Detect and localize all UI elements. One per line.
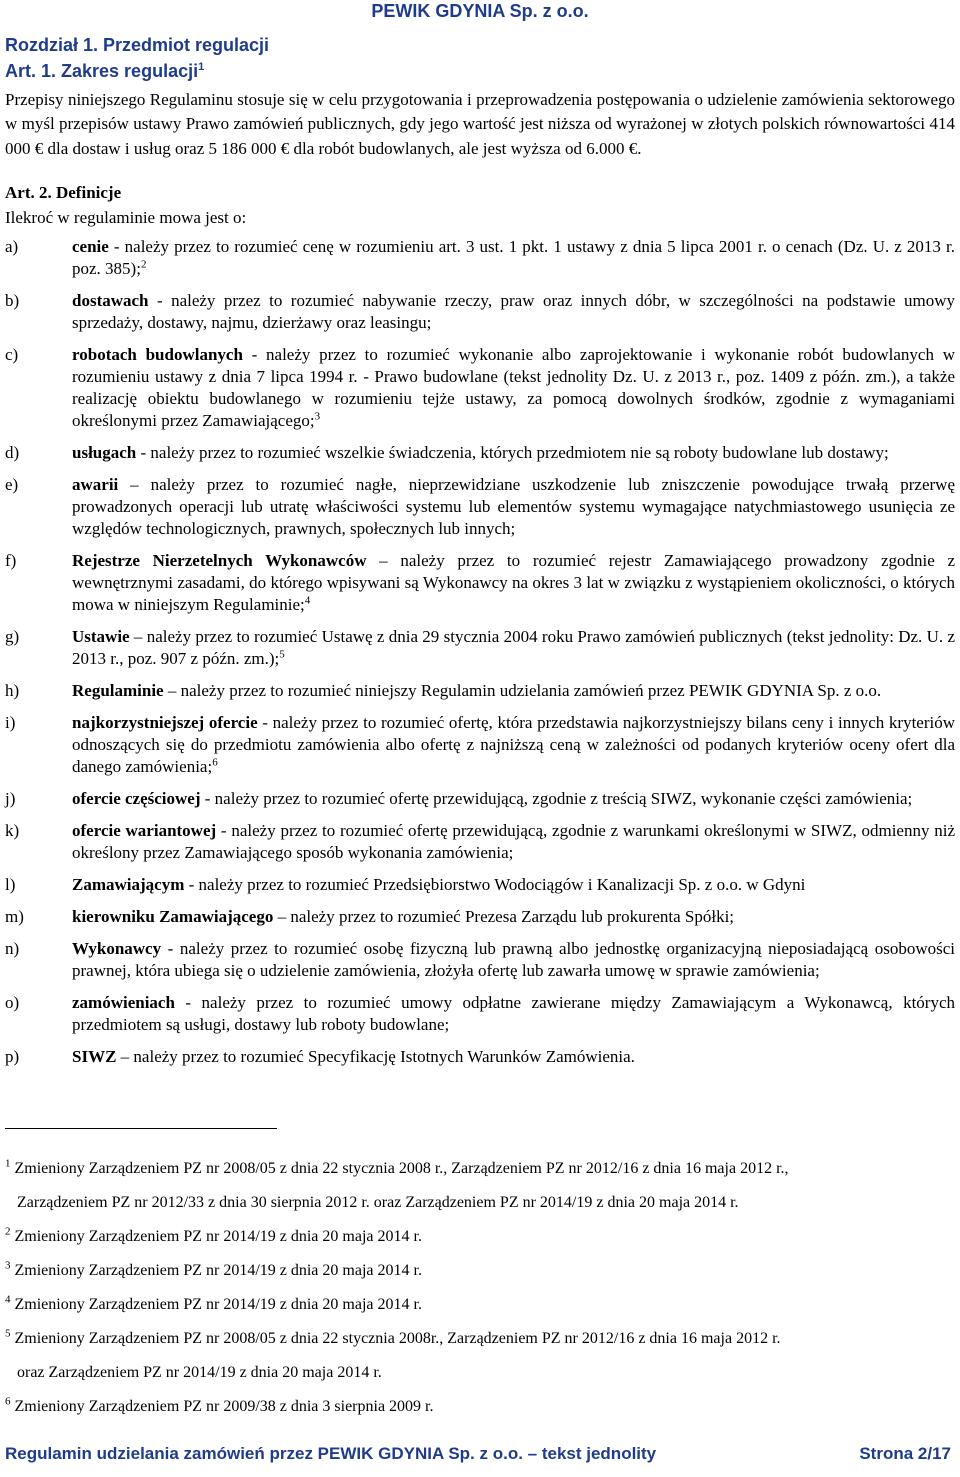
definition-body — [72, 680, 955, 702]
footnote-text: Zmieniony Zarządzeniem PZ nr 2014/19 z dnia 20 maja 2014 r. — [10, 1296, 422, 1313]
definition-item — [5, 626, 955, 670]
definition-item — [5, 680, 955, 702]
definition-text: - należy przez to rozumieć nabywanie rzeczy, praw oraz innych dóbr, w szczególności na podstawie umowy sprzedaży, dostawy, najmu, dzierżawy oraz leasingu; — [72, 291, 955, 332]
definition-footnote-ref: 5 — [279, 648, 285, 661]
definition-body — [72, 550, 955, 616]
definition-body — [72, 820, 955, 864]
definition-body — [72, 626, 955, 670]
definition-letter: n) — [5, 939, 20, 958]
definition-text: – należy przez to rozumieć niniejszy Regulamin udzielania zamówień przez PEWIK GDYNIA Sp. z o.o. — [163, 681, 882, 700]
footnote-text: Zmieniony Zarządzeniem PZ nr 2014/19 z dnia 20 maja 2014 r. — [10, 1228, 422, 1245]
definition-letter: d) — [5, 443, 20, 462]
definition-body — [72, 344, 955, 432]
definition-term: kierowniku Zamawiającego — [72, 907, 274, 926]
art1-footnote-ref: 1 — [198, 61, 205, 73]
definition-term: ofercie częściowej — [72, 789, 201, 808]
definition-term: awarii — [72, 475, 119, 494]
definition-term: dostawach — [72, 291, 149, 310]
art2-intro: Ilekroć w regulaminie mowa jest o: — [5, 208, 247, 227]
footnote-number: 6 — [5, 1395, 11, 1408]
definition-letter: i) — [5, 713, 16, 732]
definition-item — [5, 712, 955, 778]
footnote-number: 2 — [5, 1225, 11, 1238]
definition-footnote-ref: 3 — [314, 410, 321, 423]
definition-letter: e) — [5, 475, 19, 494]
definition-letter: p) — [5, 1047, 20, 1066]
art2-heading: Art. 2. Definicje — [5, 183, 122, 202]
footnote — [5, 1254, 955, 1288]
definition-item — [5, 344, 955, 432]
definition-text: - należy przez to rozumieć ofertę przewidującą, zgodnie z warunkami określonymi w SIWZ, odmienny niż określony przez Zamawiającego sposób wykonania zamówienia; — [72, 821, 955, 862]
footnote-text: Zmieniony Zarządzeniem PZ nr 2008/05 z dnia 22 stycznia 2008 r., Zarządzeniem PZ nr 2012/16 z dnia 16 maja 2012 r., — [10, 1160, 789, 1177]
definition-footnote-ref: 2 — [140, 258, 147, 271]
definition-text: - należy przez to rozumieć umowy odpłatne zawierane między Zamawiającym a Wykonawcą, których przedmiotem są usługi, dostawy lub roboty budowlane; — [72, 993, 955, 1034]
definition-letter: j) — [5, 789, 16, 808]
definition-item — [5, 1046, 955, 1068]
definition-text: – należy przez to rozumieć Prezesa Zarządu lub prokurenta Spółki; — [273, 907, 735, 926]
definition-text: - należy przez to rozumieć Przedsiębiorstwo Wodociągów i Kanalizacji Sp. z o.o. w Gdyni — [184, 875, 806, 894]
definition-item — [5, 992, 955, 1036]
footnote-continuation — [5, 1186, 955, 1220]
footnote — [5, 1390, 955, 1424]
footnote-continuation — [5, 1356, 955, 1390]
definition-body — [72, 290, 955, 334]
definition-letter: l) — [5, 875, 16, 894]
definition-term: Ustawie — [72, 627, 130, 646]
footnote-number: 4 — [5, 1293, 11, 1306]
definition-term: robotach budowlanych — [72, 345, 243, 364]
art1-paragraph: Przepisy niniejszego Regulaminu stosuje się w celu przygotowania i przeprowadzenia postępowania o udzielenie zamówienia sektorowego w myśl przepisów ustawy Prawo zamówień publicznych, gdy jego wartość jest niższa od wyrażonej w złotych polskich równowartości 414 000 € dla dostaw i usług oraz 5 186 000 € dla robót budowlanych, ale jest wyższa od 6.000 €. — [5, 90, 955, 158]
definition-term: ofercie wariantowej — [72, 821, 217, 840]
footnote — [5, 1152, 955, 1186]
definition-item — [5, 906, 955, 928]
definition-term: cenie — [72, 237, 109, 256]
footnotes-list — [5, 1152, 955, 1424]
definition-body — [72, 474, 955, 540]
definition-letter: k) — [5, 821, 20, 840]
footer-document-title: Regulamin udzielania zamówień przez PEWIK GDYNIA Sp. z o.o. – tekst jednolity — [5, 1444, 657, 1463]
footnote-text: Zmieniony Zarządzeniem PZ nr 2014/19 z dnia 20 maja 2014 r. — [10, 1262, 422, 1279]
definition-footnote-ref: 4 — [304, 594, 311, 607]
definition-item — [5, 550, 955, 616]
header-company-name: PEWIK GDYNIA Sp. z o.o. — [371, 1, 589, 21]
definition-term: Rejestrze Nierzetelnych Wykonawców — [72, 551, 367, 570]
definition-term: Regulaminie — [72, 681, 164, 700]
definition-letter: c) — [5, 345, 19, 364]
definition-body — [72, 938, 955, 982]
definition-item — [5, 236, 955, 280]
definition-text: - należy przez to rozumieć cenę w rozumieniu art. 3 ust. 1 pkt. 1 ustawy z dnia 5 lipca 2001 r. o cenach (Dz. U. z 2013 r. poz. 385); — [72, 237, 955, 278]
definition-footnote-ref: 6 — [212, 756, 218, 769]
definition-text: – należy przez to rozumieć rejestr Zamawiającego prowadzony zgodnie z wewnętrznymi zasadami, do którego wpisywani są Wykonawcy na okres 3 lat w związku z wystąpieniem okoliczności, o których mowa w niniejszym Regulaminie; — [72, 551, 955, 614]
definition-text: – należy przez to rozumieć nagłe, nieprzewidziane uszkodzenie lub zniszczenie powodujące trwałą przerwę prowadzonych operacji lub utratę właściwości systemu lub elementów systemu wymagające natychmiastowego usunięcia ze względów technologicznych, prawnych, społecznych lub innych; — [72, 475, 955, 538]
definition-letter: m) — [5, 907, 24, 926]
definition-term: usługach — [72, 443, 137, 462]
definition-item — [5, 820, 955, 864]
definition-letter: o) — [5, 993, 20, 1012]
definitions-list — [5, 236, 955, 1078]
page-footer — [5, 1444, 951, 1464]
footer-page-number: Strona 2/17 — [859, 1444, 951, 1463]
definition-body — [72, 712, 955, 778]
footnote-number: 1 — [5, 1157, 11, 1170]
definition-text: - należy przez to rozumieć ofertę przewidującą, zgodnie z treścią SIWZ, wykonanie części zamówienia; — [200, 789, 913, 808]
definition-body — [72, 906, 955, 928]
definition-term: Wykonawcy — [72, 939, 162, 958]
definition-letter: b) — [5, 291, 20, 310]
definition-term: Zamawiającym — [72, 875, 185, 894]
definition-term: SIWZ — [72, 1047, 117, 1066]
footnote — [5, 1288, 955, 1322]
footnote-continuation-text: oraz Zarządzeniem PZ nr 2014/19 z dnia 20 maja 2014 r. — [17, 1364, 382, 1381]
definition-item — [5, 938, 955, 982]
definition-letter: f) — [5, 551, 17, 570]
footnote — [5, 1322, 955, 1356]
footnote-continuation-text: Zarządzeniem PZ nr 2012/33 z dnia 30 sierpnia 2012 r. oraz Zarządzeniem PZ nr 2014/19 z dnia 20 maja 2014 r. — [17, 1194, 739, 1211]
definition-term: zamówieniach — [72, 993, 175, 1012]
footnote-text: Zmieniony Zarządzeniem PZ nr 2009/38 z dnia 3 sierpnia 2009 r. — [10, 1398, 434, 1415]
definition-item — [5, 442, 955, 464]
definition-body — [72, 236, 955, 280]
footnote-number: 5 — [5, 1327, 11, 1340]
definition-text: - należy przez to rozumieć ofertę, która przedstawia najkorzystniejszy bilans ceny i innych kryteriów odnoszących się do przedmiotu zamówienia albo ofertę z najniższą ceną w zależności od podanych kryteriów oceny ofert dla danego zamówienia; — [72, 713, 956, 776]
footnote — [5, 1220, 955, 1254]
definition-item — [5, 474, 955, 540]
definition-body — [72, 1046, 955, 1068]
definition-text: - należy przez to rozumieć wykonanie albo zaprojektowanie i wykonanie robót budowlanych w rozumieniu ustawy z dnia 7 lipca 1994 r. - Prawo budowlane (tekst jednolity Dz. U. z 2013 r., poz. 1409 z późn. zm.), a także realizację obiektu budowlanego w rozumieniu tejże ustawy, za pomocą dowolnych środków, zgodnie z wymaganiami określonymi przez Zamawiającego; — [72, 345, 955, 430]
definition-text: - należy przez to rozumieć osobę fizyczną lub prawną albo jednostkę organizacyjną nieposiadającą osobowości prawnej, która ubiega się o udzielenie zamówienia, złożyła ofertę lub zawarła umowę w sprawie zamówienia; — [72, 939, 955, 980]
definition-body — [72, 788, 955, 810]
art1-title: Art. 1. Zakres regulacji — [5, 61, 199, 81]
definition-letter: h) — [5, 681, 20, 700]
art1-heading — [5, 61, 204, 82]
definition-body — [72, 992, 955, 1036]
footnote-text: Zmieniony Zarządzeniem PZ nr 2008/05 z dnia 22 stycznia 2008r., Zarządzeniem PZ nr 2012/16 z dnia 16 maja 2012 r. — [10, 1330, 781, 1347]
definition-term: najkorzystniejszej ofercie — [72, 713, 258, 732]
definition-text: – należy przez to rozumieć Ustawę z dnia 29 stycznia 2004 roku Prawo zamówień publicznych (tekst jednolity: Dz. U. z 2013 r., poz. 907 z późn. zm.); — [72, 627, 955, 668]
footnote-separator — [5, 1128, 277, 1129]
definition-letter: g) — [5, 627, 20, 646]
chapter-heading: Rozdział 1. Przedmiot regulacji — [5, 35, 270, 55]
definition-text: - należy przez to rozumieć wszelkie świadczenia, których przedmiotem nie są roboty budowlane lub dostawy; — [136, 443, 889, 462]
footnote-number: 3 — [5, 1259, 11, 1272]
definition-item — [5, 788, 955, 810]
definition-item — [5, 290, 955, 334]
definition-body — [72, 874, 955, 896]
definition-text: – należy przez to rozumieć Specyfikację Istotnych Warunków Zamówienia. — [116, 1047, 635, 1066]
definition-body — [72, 442, 955, 464]
definition-item — [5, 874, 955, 896]
definition-letter: a) — [5, 237, 19, 256]
